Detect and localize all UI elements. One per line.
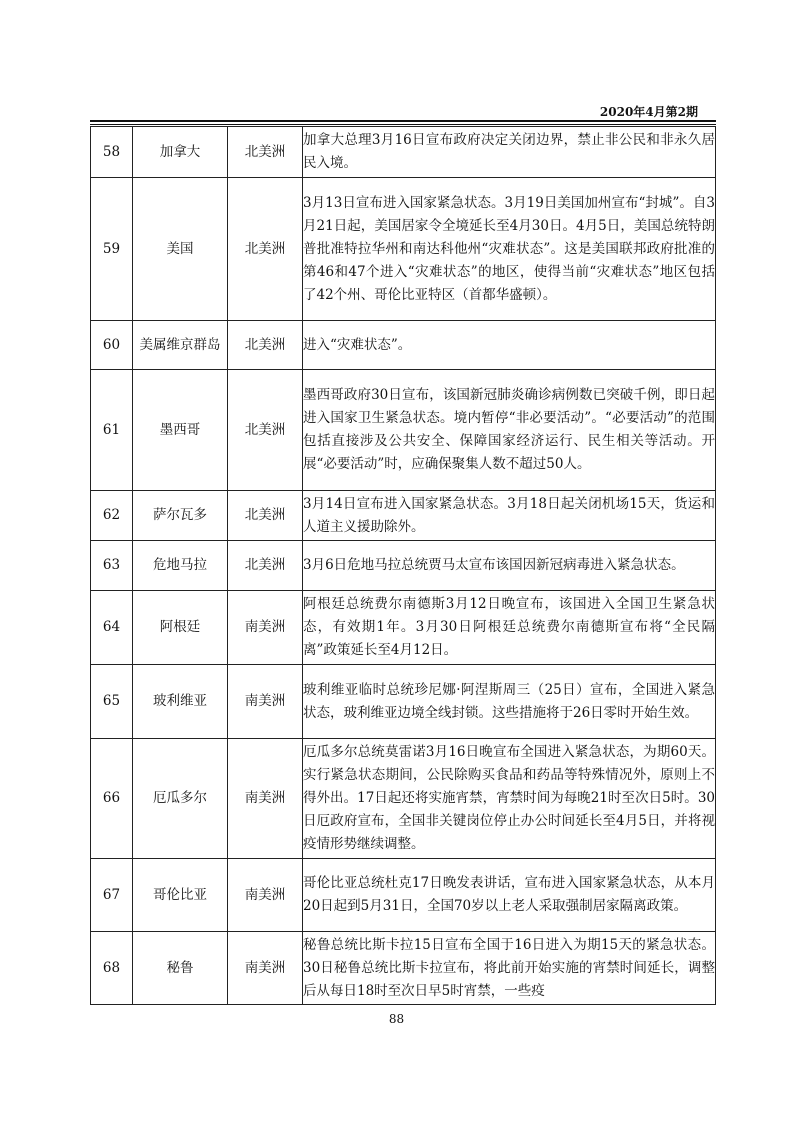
continent-name: 南美洲 [228,591,303,665]
country-name: 危地马拉 [133,541,228,591]
continent-name: 南美洲 [228,665,303,739]
country-name: 墨西哥 [133,370,228,491]
measures-text: 进入“灾难状态”。 [303,321,716,370]
measures-text: 墨西哥政府30日宣布，该国新冠肺炎确诊病例数已突破千例，即日起进入国家卫生紧急状态。境内暂停“非必要活动”。“必要活动”的范围包括直接涉及公共安全、保障国家经济运行、民生相关等活动。开展“必要活动”时，应确保聚集人数不超过50人。 [303,370,716,491]
continent-name: 南美洲 [228,859,303,932]
row-number: 61 [91,370,133,491]
measures-text: 阿根廷总统费尔南德斯3月12日晚宣布，该国进入全国卫生紧急状态，有效期1年。3月30日阿根廷总统费尔南德斯宣布将“全民隔离”政策延长至4月12日。 [303,591,716,665]
table-row [91,665,716,739]
measures-text: 3月13日宣布进入国家紧急状态。3月19日美国加州宣布“封城”。自3月21日起，美国居家令全境延长至4月30日。4月5日，美国总统特朗普批准特拉华州和南达科他州“灾难状态”。这是美国联邦政府批准的第46和47个进入“灾难状态”的地区，使得当前“灾难状态”地区包括了42个州、哥伦比亚特区（首都华盛顿）。 [303,178,716,321]
table-row [91,370,716,491]
country-name: 萨尔瓦多 [133,491,228,541]
measures-text: 玻利维亚临时总统珍尼娜·阿涅斯周三（25日）宣布，全国进入紧急状态，玻利维亚边境全线封锁。这些措施将于26日零时开始生效。 [303,665,716,739]
measures-text: 3月14日宣布进入国家紧急状态。3月18日起关闭机场15天，货运和人道主义援助除外。 [303,491,716,541]
continent-name: 南美洲 [228,739,303,859]
country-name: 哥伦比亚 [133,859,228,932]
measures-text: 加拿大总理3月16日宣布政府决定关闭边界，禁止非公民和非永久居民入境。 [303,127,716,178]
continent-name: 北美洲 [228,491,303,541]
row-number: 60 [91,321,133,370]
country-name: 厄瓜多尔 [133,739,228,859]
continent-name: 北美洲 [228,370,303,491]
issue-label: 2020年4月第2期 [599,105,698,119]
page-number: 88 [388,1012,405,1026]
row-number: 59 [91,178,133,321]
table-row [91,859,716,932]
row-number: 63 [91,541,133,591]
continent-name: 北美洲 [228,541,303,591]
country-measures-table [90,126,716,1005]
measures-text: 哥伦比亚总统杜克17日晚发表讲话，宣布进入国家紧急状态，从本月20日起到5月31日，全国70岁以上老人采取强制居家隔离政策。 [303,859,716,932]
row-number: 62 [91,491,133,541]
country-name: 美属维京群岛 [133,321,228,370]
table-row [91,178,716,321]
table-row [91,739,716,859]
country-name: 秘鲁 [133,932,228,1005]
table-row [91,591,716,665]
header-rule-thin [90,124,716,125]
measures-text: 3月6日危地马拉总统贾马太宣布该国因新冠病毒进入紧急状态。 [303,541,716,591]
row-number: 65 [91,665,133,739]
continent-name: 北美洲 [228,127,303,178]
header-rule [90,120,716,122]
continent-name: 北美洲 [228,321,303,370]
row-number: 66 [91,739,133,859]
table-row [91,541,716,591]
table-row [91,932,716,1005]
country-name: 玻利维亚 [133,665,228,739]
continent-name: 南美洲 [228,932,303,1005]
country-name: 阿根廷 [133,591,228,665]
row-number: 58 [91,127,133,178]
measures-text: 秘鲁总统比斯卡拉15日宣布全国于16日进入为期15天的紧急状态。30日秘鲁总统比斯卡拉宣布，将此前开始实施的宵禁时间延长，调整后从每日18时至次日早5时宵禁，一些疫 [303,932,716,1005]
country-name: 美国 [133,178,228,321]
continent-name: 北美洲 [228,178,303,321]
table-row [91,491,716,541]
table-row [91,321,716,370]
row-number: 67 [91,859,133,932]
table-row [91,127,716,178]
row-number: 68 [91,932,133,1005]
measures-text: 厄瓜多尔总统莫雷诺3月16日晚宣布全国进入紧急状态，为期60天。实行紧急状态期间，公民除购买食品和药品等特殊情况外，原则上不得外出。17日起还将实施宵禁，宵禁时间为每晚21时至次日5时。30日厄政府宣布，全国非关键岗位停止办公时间延长至4月5日，并将视疫情形势继续调整。 [303,739,716,859]
row-number: 64 [91,591,133,665]
country-name: 加拿大 [133,127,228,178]
